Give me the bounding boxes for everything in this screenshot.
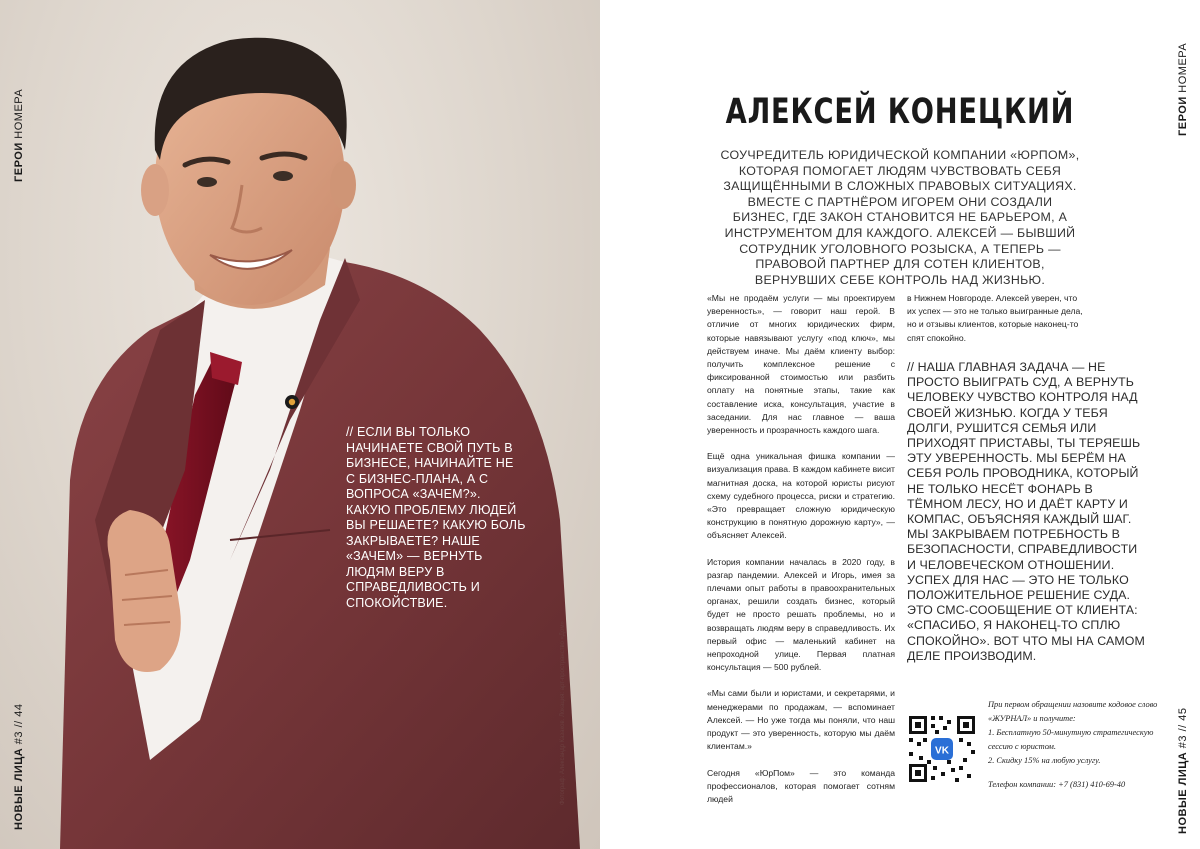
- body-column-1: [707, 292, 895, 819]
- promo-block: [988, 698, 1158, 792]
- pull-quote-left: // ЕСЛИ ВЫ ТОЛЬКО НАЧИНАЕТЕ СВОЙ ПУТЬ В БИЗНЕСЕ, НАЧИНАЙТЕ НЕ С БИЗНЕС-ПЛАНА, А С ВОПРОСА «ЗАЧЕМ?». КАКУЮ ПРОБЛЕМУ ЛЮДЕЙ ВЫ РЕШАЕТЕ? КАКУЮ БОЛЬ ЗАКРЫВАЕТЕ? НАШЕ «ЗАЧЕМ» — ВЕРНУТЬ ЛЮДЯМ ВЕРУ В СПРАВЕДЛИВОСТЬ И СПОКОЙСТВИЕ.: [346, 425, 526, 610]
- company-phone[interactable]: Телефон компании: +7 (831) 410-69-40: [988, 780, 1126, 789]
- article-title: АЛЕКСЕЙ КОНЕЦКИЙ: [725, 92, 1075, 132]
- promo-item-2: 2. Скидку 15% на любую услугу.: [988, 756, 1101, 765]
- promo-item-1: 1. Бесплатную 50-минутную стратегическую сессию с юристом.: [988, 728, 1154, 751]
- section-label-bold: ГЕРОИ: [1177, 96, 1189, 136]
- pull-quote-right: // НАША ГЛАВНАЯ ЗАДАЧА — НЕ ПРОСТО ВЫИГРАТЬ СУД, А ВЕРНУТЬ ЧЕЛОВЕКУ ЧУВСТВО КОНТРОЛЯ НАД СВОЕЙ ЖИЗНЬЮ. КОГДА У ТЕБЯ ДОЛГИ, РУШИТСЯ СЕМЬЯ ИЛИ ПРИХОДЯТ ПРИСТАВЫ, ТЫ ТЕРЯЕШЬ ЭТУ УВЕРЕННОСТЬ. МЫ БЕРЁМ НА СЕБЯ РОЛЬ ПРОВОДНИКА, КОТОРЫЙ НЕ ТОЛЬКО НЕСЁТ ФОНАРЬ В ТЁМНОМ ЛЕСУ, НО И ДАЁТ КАРТУ И КОМПАС, ОБЪЯСНЯЯ КАЖДЫЙ ШАГ. МЫ ЗАКРЫВАЕМ ПОТРЕБНОСТЬ В БЕЗОПАСНОСТИ, СПРАВЕДЛИВОСТИ И ЧЕЛОВЕЧЕСКОМ ОТНОШЕНИИ. УСПЕХ ДЛЯ НАС — ЭТО НЕ ТОЛЬКО ПОЛОЖИТЕЛЬНОЕ РЕШЕНИЕ СУДА. ЭТО СМС-СООБЩЕНИЕ ОТ КЛИЕНТА: «СПАСИБО, Я НАКОНЕЦ-ТО СПЛЮ СПОКОЙНО». ВОТ ЧТО МЫ НА САМОМ ДЕЛЕ ПРОИЗВОДИМ.: [907, 360, 1145, 663]
- section-label-right: [1177, 43, 1189, 136]
- footer-label-bold: НОВЫЕ ЛИЦА: [1177, 751, 1189, 834]
- footer-label-left: [13, 704, 25, 830]
- section-label-light: НОМЕРА: [1177, 42, 1189, 97]
- paragraph: «Мы не продаём услуги — мы проектируем уверенность», — говорит наш герой. В отличие от многих юридических фирм, которые навязывают услугу «под ключ», мы действуем иначе. Мы даём клиенту выбор: получить комплексное решение с фиксированной стоимостью или разбить оплату на понятные этапы, такие как составление иска, консультация, участие в заседании. Для нас главное — ваша уверенность и прозрачность каждого шага.: [707, 293, 895, 436]
- paragraph: История компании началась в 2020 году, в разгар пандемии. Алексей и Игорь, имея за плечами опыт работы в правоохранительных органах, решили создать бизнес, который будет не просто решать проблемы, но и возвращать людям веру в справедливость. Их первый офис — маленький кабинет на непроходной улице. Первая платная консультация — 500 рублей.: [707, 556, 895, 673]
- paragraph: в Нижнем Новгороде. Алексей уверен, что их успех — это не только выигранные дела, но и отзывы клиентов, которые наконец-то спят спокойно.: [907, 293, 1083, 343]
- body-column-2: [907, 292, 1087, 345]
- svg-text:VK: VK: [935, 745, 949, 757]
- section-label-light: НОМЕРА: [13, 88, 25, 143]
- right-page: [600, 0, 1200, 849]
- footer-label-bold: НОВЫЕ ЛИЦА: [13, 747, 25, 830]
- promo-intro: При первом обращении назовите кодовое слово «ЖУРНАЛ» и получите:: [988, 700, 1158, 723]
- qr-code[interactable]: [907, 714, 977, 784]
- article-lead: СОУЧРЕДИТЕЛЬ ЮРИДИЧЕСКОЙ КОМПАНИИ «ЮРПОМ», КОТОРАЯ ПОМОГАЕТ ЛЮДЯМ ЧУВСТВОВАТЬ СЕБЯ ЗАЩИЩЁННЫМИ В СЛОЖНЫХ ПРАВОВЫХ СИТУАЦИЯХ. ВМЕСТЕ С ПАРТНЁРОМ ИГОРЕМ ОНИ СОЗДАЛИ БИЗНЕС, ГДЕ ЗАКОН СТАНОВИТСЯ НЕ БАРЬЕРОМ, А ИНСТРУМЕНТОМ ДЛЯ КАЖДОГО. АЛЕКСЕЙ — БЫВШИЙ СОТРУДНИК УГОЛОВНОГО РОЗЫСКА, А ТЕПЕРЬ — ПРАВОВОЙ ПАРТНЕР ДЛЯ СОТЕН КЛИЕНТОВ, ВЕРНУВШИХ СЕБЕ КОНТРОЛЬ НАД ЖИЗНЬЮ.: [720, 148, 1080, 287]
- paragraph: Сегодня «ЮрПом» — это команда профессионалов, которая помогает сотням людей: [707, 767, 895, 804]
- section-label-left: [13, 89, 25, 182]
- photo-credit: Фотограф: Александр Казаков. Локация: арт-пространство «Дом»: [560, 621, 566, 805]
- section-label-bold: ГЕРОИ: [13, 142, 25, 182]
- footer-label-light: #3 // 44: [13, 703, 25, 748]
- paragraph: «Мы сами были и юристами, и секретарями, и менеджерами по продажам, — вспоминает Алексей. — Но уже тогда мы поняли, что наш продукт — это уверенность, которую мы даём клиентам.»: [707, 688, 895, 752]
- vk-icon: [931, 738, 953, 760]
- footer-label-right: [1177, 708, 1189, 834]
- paragraph: Ещё одна уникальная фишка компании — визуализация права. В каждом кабинете висит магнитная доска, на которой юристы рисуют схему судебного процесса, риски и стратегию. «Это превращает сложную юридическую конструкцию в понятную дорожную карту», — объясняет Алексей.: [707, 451, 895, 541]
- footer-label-light: #3 // 45: [1177, 707, 1189, 752]
